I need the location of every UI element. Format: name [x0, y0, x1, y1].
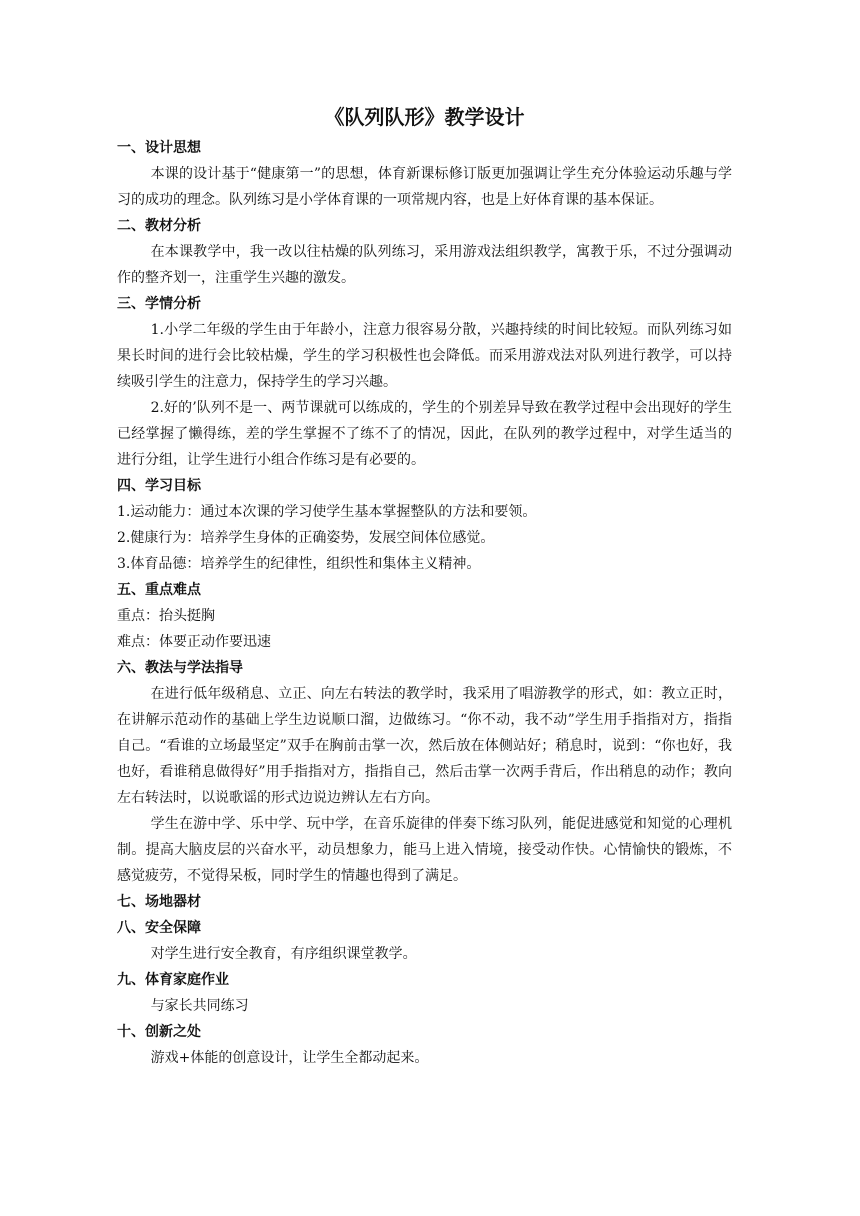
section-heading-innovation: 十、创新之处 [117, 1024, 201, 1040]
section-heading-homework: 九、体育家庭作业 [117, 972, 229, 988]
document-body [117, 102, 732, 1071]
key-point: 重点：抬头挺胸 [117, 608, 215, 624]
section-heading-venue-equipment: 七、场地器材 [117, 894, 201, 910]
paragraph: 1.小学二年级的学生由于年龄小，注意力很容易分散，兴趣持续的时间比较短。而队列练习如果长时间的进行会比较枯燥，学生的学习积极性也会降低。而采用游戏法对队列进行教学，可以持续吸引学生的注意力，保持学生的学习兴趣。 [117, 322, 732, 390]
paragraph: 学生在游中学、乐中学、玩中学，在音乐旋律的伴奏下练习队列，能促进感觉和知觉的心理机制。提高大脑皮层的兴奋水平，动员想象力，能马上进入情境，接受动作快。心情愉快的锻炼，不感觉疲劳，不觉得呆板，同时学生的情趣也得到了满足。 [117, 816, 732, 884]
paragraph: 在进行低年级稍息、立正、向左右转法的教学时，我采用了唱游教学的形式，如：教立正时，在讲解示范动作的基础上学生边说顺口溜，边做练习。“你不动，我不动”学生用手指指对方，指指自己。“看谁的立场最坚定”双手在胸前击掌一次，然后放在体侧站好；稍息时，说到：“你也好，我也好，看谁稍息做得好”用手指指对方，指指自己，然后击掌一次两手背后，作出稍息的动作；教向左右转法时，以说歌谣的形式边说边辨认左右方向。 [117, 686, 732, 806]
difficulty-point: 难点：体要正动作要迅速 [117, 634, 271, 650]
list-item: 2.健康行为：培养学生身体的正确姿势，发展空间体位感觉。 [117, 530, 495, 546]
section-heading-safety: 八、安全保障 [117, 920, 201, 936]
section-heading-learning-goals: 四、学习目标 [117, 478, 201, 494]
paragraph: 在本课教学中，我一改以往枯燥的队列练习，采用游戏法组织教学，寓教于乐，不过分强调动作的整齐划一，注重学生兴趣的激发。 [117, 244, 732, 286]
section-heading-teaching-methods: 六、教法与学法指导 [117, 660, 243, 676]
paragraph: 本课的设计基于“健康第一”的思想，体育新课标修订版更加强调让学生充分体验运动乐趣与学习的成功的理念。队列练习是小学体育课的一项常规内容，也是上好体育课的基本保证。 [117, 166, 732, 208]
paragraph: 与家长共同练习 [150, 998, 249, 1014]
section-heading-material-analysis: 二、教材分析 [117, 218, 201, 234]
paragraph: 游戏+体能的创意设计，让学生全都动起来。 [150, 1050, 429, 1066]
section-heading-key-points: 五、重点难点 [117, 582, 201, 598]
section-heading-design-idea: 一、设计思想 [117, 140, 201, 156]
list-item: 3.体育品德：培养学生的纪律性，组织性和集体主义精神。 [117, 556, 481, 572]
paragraph: 对学生进行安全教育，有序组织课堂教学。 [150, 946, 417, 962]
list-item: 1.运动能力：通过本次课的学习使学生基本掌握整队的方法和要领。 [117, 504, 537, 520]
paragraph: 2.好的’队列不是一、两节课就可以练成的，学生的个别差异导致在教学过程中会出现好的学生已经掌握了懒得练，差的学生掌握不了练不了的情况，因此，在队列的教学过程中，对学生适当的进行分组，让学生进行小组合作练习是有必要的。 [117, 400, 732, 468]
document-title: 《队列队形》教学设计 [324, 105, 525, 129]
section-heading-student-analysis: 三、学情分析 [117, 296, 201, 312]
